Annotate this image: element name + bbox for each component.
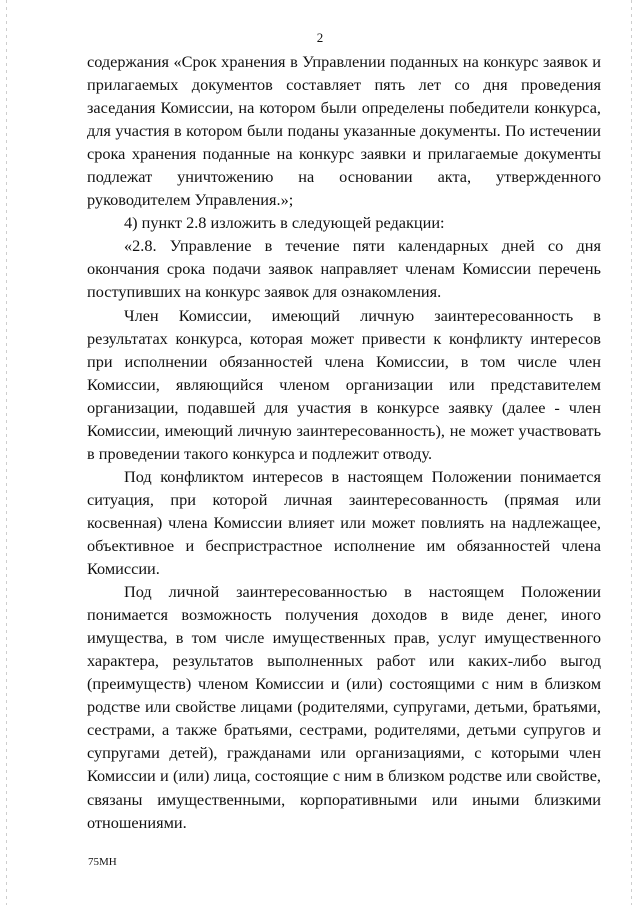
paragraph-member-interest: Член Комиссии, имеющий личную заинтересованность в результатах конкурса, которая может привести к конфликту интересов при исполнении обязанностей члена Комиссии, в том числе член Комиссии, являющийся членом организации или представителем организации, подавшей для участия в конкурсе заявку (далее - член Комиссии, имеющий личную заинтересованность), не может участвовать в проведении такого конкурса и подлежит отводу.: [87, 305, 601, 463]
paragraph-item-4: 4) пункт 2.8 изложить в следующей редакции:: [124, 213, 445, 233]
document-body: [87, 50, 601, 834]
scan-edge-right: [631, 0, 632, 905]
paragraph-storage-term: содержания «Срок хранения в Управлении поданных на конкурс заявок и прилагаемых документов составляет пять лет со дня проведения заседания Комиссии, на котором были определены победители конкурса, для участия в котором были поданы указанные документы. По истечении срока хранения поданные на конкурс заявки и прилагаемые документы подлежат уничтожению на основании акта, утвержденного руководителем Управления.»;: [87, 52, 601, 210]
page-number: 2: [316, 30, 324, 45]
footer-code: 75МН: [88, 856, 117, 868]
paragraph-clause-2-8: «2.8. Управление в течение пяти календарных дней со дня окончания срока подачи заявок направляет членам Комиссии перечень поступивших на конкурс заявок для ознакомления.: [87, 236, 601, 302]
paragraph-conflict-definition: Под конфликтом интересов в настоящем Положении понимается ситуация, при которой личная заинтересованность (прямая или косвенная) члена Комиссии влияет или может повлиять на надлежащее, объективное и беспристрастное исполнение им обязанностей члена Комиссии.: [87, 466, 601, 579]
scan-edge-left: [6, 0, 7, 905]
paragraph-personal-interest-definition: Под личной заинтересованностью в настоящем Положении понимается возможность получения доходов в виде денег, иного имущества, в том числе имущественных прав, услуг имущественного характера, результатов выполненных работ или каких-либо выгод (преимуществ) членом Комиссии и (или) состоящими с ним в близком родстве или свойстве лицами (родителями, супругами, детьми, братьями, сестрами, а также братьями, сестрами, родителями, детьми супругов и супругами детей), гражданами или организациями, с которыми член Комиссии и (или) лица, состоящие с ним в близком родстве или свойстве, связаны имущественными, корпоративными или иными близкими отношениями.: [87, 582, 601, 832]
